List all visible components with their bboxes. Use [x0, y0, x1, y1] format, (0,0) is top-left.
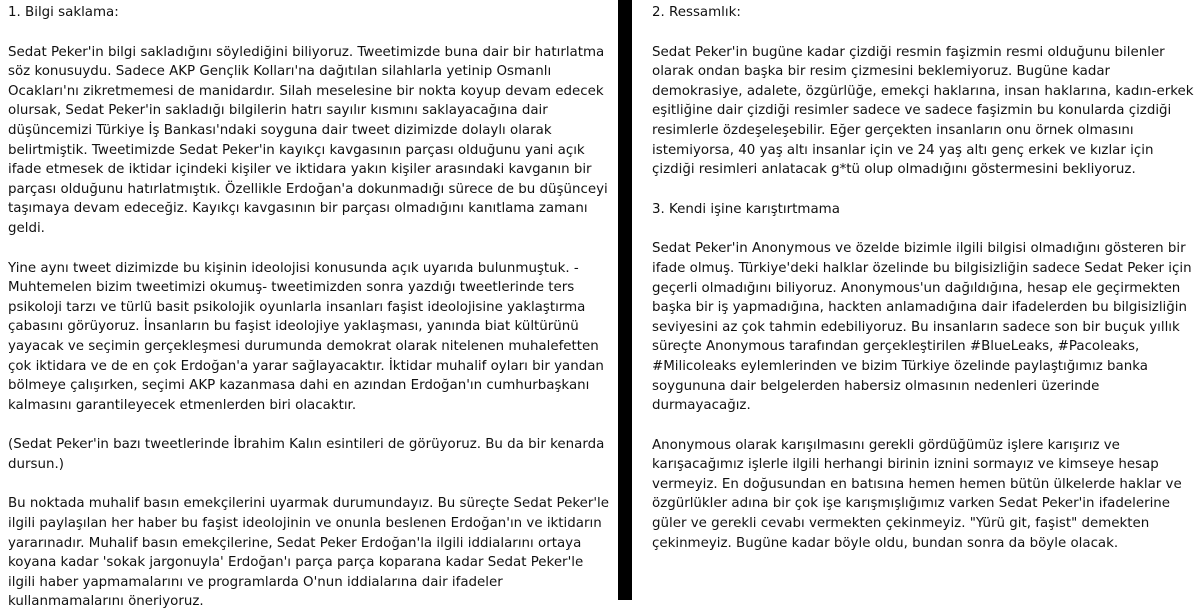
- paragraph-ressamlik: Sedat Peker'in bugüne kadar çizdiği resmin faşizmin resmi olduğunu bilenler olarak ondan başka bir resim çizmesini beklemiyoruz. Bugüne kadar demokrasiye, adalete, özgürlüğe, emekçi haklarına, insan haklarına, kadın-erkek eşitliğine dair çizdiği resimler sadece ve sadece faşizmin bu konularda çizdiği resimlerle özdeşeleşebilir. Eğer gerçekten insanların onu örnek olmasını istemiyorsa, 40 yaş altı insanlar için ve 24 yaş altı genç erkek ve kızlar için çizdiği resimleri anlatacak g*tü olup olmadığını göstermesini bekliyoruz.: [652, 44, 1194, 178]
- paragraph-bilgi-saklama-2: Yine aynı tweet dizimizde bu kişinin ideolojisi konusunda açık uyarıda bulunmuştuk. -Muhtemelen bizim tweetimizi okumuş- tweetimizden sonra yazdığı tweetlerinde ters psikoloji tarzı ve türlü basit psikolojik oyunlarla insanları faşist ideolojisine yaklaştırma çabasını görüyoruz. İnsanların bu faşist ideolojiye yaklaşması, yanında biat kültürünü yayacak ve seçimin gerçekleşmesi durumunda demokrat olarak nitelenen muhalefetten çok iktidara ve de en çok Erdoğan'a yarar sağlayacaktır. İktidar muhalif oyları bir yandan bölmeye çalışırken, seçimi AKP kazanmasa dahi en azından Erdoğan'ın cumhurbaşkanı kalmasını garantileyecek etmenlerden biri olacaktır.: [8, 260, 604, 413]
- paragraph-bilgi-saklama-3: (Sedat Peker'in bazı tweetlerinde İbrahim Kalın esintileri de görüyoruz. Bu da bir kenarda dursun.): [8, 437, 605, 472]
- section-heading-bilgi-saklama: 1. Bilgi saklama:: [8, 5, 119, 20]
- section-heading-kendi-isine: 3. Kendi işine karıştırtmama: [652, 201, 840, 217]
- paragraph-kendi-isine-2: Anonymous olarak karışılmasını gerekli gördüğümüz işlere karışırız ve karışacağımız işlerle ilgili herhangi birinin iznini sormayız ve kimseye hesap vermeyiz. En doğusundan en batısına hemen hemen bütün ülkelerde haklar ve özgürlükler adına bir çok işe karışmışlığımız varken Sedat Peker'in ifadelerine güler ve gerekli cevabı vermekten çekinmeyiz. "Yürü git, faşist" demekten çekinmeyiz. Bugüne kadar böyle oldu, bundan sonra da böyle olacak.: [652, 437, 1182, 551]
- paragraph-bilgi-saklama-1: Sedat Peker'in bilgi sakladığını söylediğini biliyoruz. Tweetimizde buna dair bir hatırlatma söz konusuydu. Sadece AKP Gençlik Kolları'na dağıtılan silahlarla yetinip Osmanlı Ocakları'nı zikretmemesi de manidardır. Silah meselesine bir nokta koyup devam edecek olursak, Sedat Peker'in sakladığı bilgilerin hatrı sayılır kısmını saklayacağına dair düşüncemizi Türkiye İş Bankası'ndaki soyguna dair tweet dizimizde dolaylı olarak belirtmiştik. Tweetimizde Sedat Peker'in kayıkçı kavgasının parçası olduğunu yani açık ifade etmesek de iktidar içindeki kişiler ve iktidara yakın kişiler arasındaki kavganın bir parçası olduğunu hatırlatmıştık. Özellikle Erdoğan'a dokunmadığı sürece de bu düşünceyi taşımaya devam edeceğiz. Kayıkçı kavgasının bir parçası olmadığını kanıtlama zamanı geldi.: [8, 44, 608, 236]
- paragraph-kendi-isine-1: Sedat Peker'in Anonymous ve özelde bizimle ilgili bilgisi olmadığını gösteren bir ifade olmuş. Türkiye'deki halklar özelinde bu bilgisizliğin sadece Sedat Peker için geçerli olmadığını biliyoruz. Anonymous'un dağıldığına, hesap ele geçirmekten başka bir iş yapmadığına, hackten anlamadığına dair ifadelerden bu bilgisizliğin seviyesini az çok tahmin edebiliyoruz. Bu insanların sadece son bir buçuk yıllık süreçte Anonymous tarafından gerçekleştirilen #BlueLeaks, #Pacoleaks, #Milicoleaks eylemlerinden ve bizim Türkiye özelinde paylaştığımız banka soygununa dair belgelerden habersiz olmasının nedenleri üzerinde durmayacağız.: [652, 241, 1192, 414]
- column-divider: [618, 0, 632, 600]
- right-column: [632, 0, 1200, 600]
- section-heading-ressamlik: 2. Ressamlık:: [652, 5, 741, 20]
- paragraph-bilgi-saklama-4: Bu noktada muhalif basın emekçilerini uyarmak durumundayız. Bu süreçte Sedat Peker'le ilgili paylaşılan her haber bu faşist ideolojinin ve onunla beslenen Erdoğan'ın ve iktidarın yararınadır. Muhalif basın emekçilerine, Sedat Peker Erdoğan'la ilgili iddialarını ortaya koyana kadar 'sokak jargonuyla' Erdoğan'ı parça parça koparana kadar Sedat Peker'le ilgili haber yapmamalarını ve programlarda O'nun iddialarına dair ifadeler kullanmamalarını öneriyoruz.: [8, 496, 610, 610]
